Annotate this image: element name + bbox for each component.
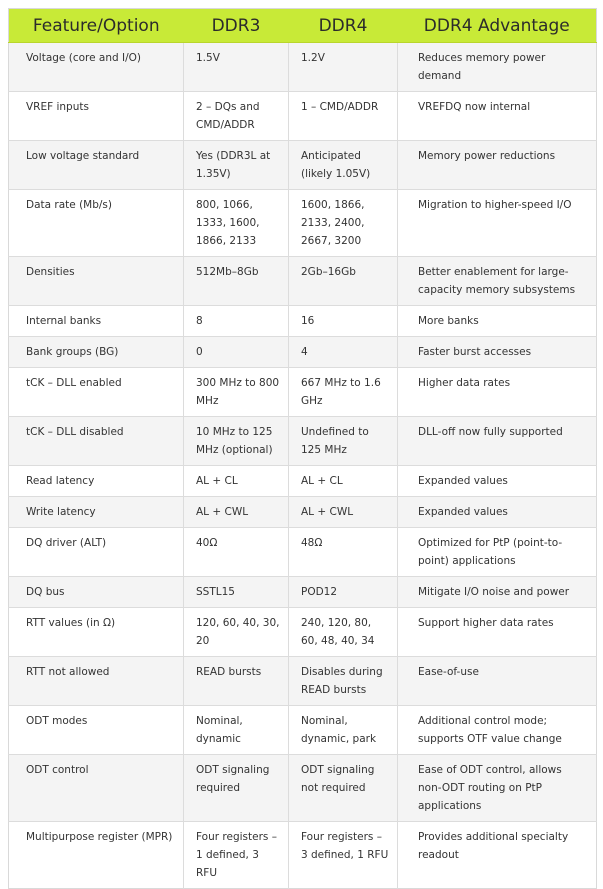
header-ddr4-advantage: DDR4 Advantage — [398, 9, 597, 43]
cell-ddr3: 1.5V — [184, 43, 289, 92]
cell-advantage: Reduces memory power demand — [398, 43, 597, 92]
header-ddr4: DDR4 — [289, 9, 398, 43]
cell-ddr4: 16 — [289, 306, 398, 337]
table-row — [9, 257, 597, 306]
cell-ddr4: 240, 120, 80, 60, 48, 40, 34 — [289, 608, 398, 657]
cell-feature: ODT modes — [9, 706, 184, 755]
cell-advantage: Expanded values — [398, 497, 597, 528]
cell-ddr3: 120, 60, 40, 30, 20 — [184, 608, 289, 657]
header-feature-option: Feature/Option — [9, 9, 184, 43]
cell-advantage: Migration to higher-speed I/O — [398, 190, 597, 257]
cell-ddr3: AL + CL — [184, 466, 289, 497]
cell-ddr3: 40Ω — [184, 528, 289, 577]
table-row — [9, 755, 597, 822]
cell-ddr4: Anticipated (likely 1.05V) — [289, 141, 398, 190]
cell-ddr4: 2Gb–16Gb — [289, 257, 398, 306]
cell-ddr4: Disables during READ bursts — [289, 657, 398, 706]
cell-ddr3: 300 MHz to 800 MHz — [184, 368, 289, 417]
cell-ddr4: 1.2V — [289, 43, 398, 92]
cell-advantage: Ease of ODT control, allows non-ODT routing on PtP applications — [398, 755, 597, 822]
cell-ddr4: Undefined to 125 MHz — [289, 417, 398, 466]
cell-feature: tCK – DLL disabled — [9, 417, 184, 466]
table-row — [9, 417, 597, 466]
cell-ddr3: READ bursts — [184, 657, 289, 706]
cell-feature: Write latency — [9, 497, 184, 528]
cell-ddr4: AL + CL — [289, 466, 398, 497]
cell-advantage: Mitigate I/O noise and power — [398, 577, 597, 608]
cell-ddr4: 1600, 1866, 2133, 2400, 2667, 3200 — [289, 190, 398, 257]
cell-ddr4: POD12 — [289, 577, 398, 608]
cell-feature: Bank groups (BG) — [9, 337, 184, 368]
cell-ddr3: 512Mb–8Gb — [184, 257, 289, 306]
cell-advantage: Faster burst accesses — [398, 337, 597, 368]
cell-ddr3: AL + CWL — [184, 497, 289, 528]
cell-feature: ODT control — [9, 755, 184, 822]
cell-ddr4: Nominal, dynamic, park — [289, 706, 398, 755]
cell-advantage: Memory power reductions — [398, 141, 597, 190]
cell-advantage: Optimized for PtP (point-to-point) applications — [398, 528, 597, 577]
cell-feature: VREF inputs — [9, 92, 184, 141]
cell-feature: DQ driver (ALT) — [9, 528, 184, 577]
cell-advantage: Ease-of-use — [398, 657, 597, 706]
cell-ddr3: 8 — [184, 306, 289, 337]
table-row — [9, 190, 597, 257]
cell-ddr3: SSTL15 — [184, 577, 289, 608]
cell-ddr4: 667 MHz to 1.6 GHz — [289, 368, 398, 417]
table-row — [9, 337, 597, 368]
table-row — [9, 141, 597, 190]
table-row — [9, 657, 597, 706]
cell-ddr3: Nominal, dynamic — [184, 706, 289, 755]
table-row — [9, 608, 597, 657]
cell-ddr4: 4 — [289, 337, 398, 368]
table-row — [9, 577, 597, 608]
cell-ddr4: Four registers – 3 defined, 1 RFU — [289, 822, 398, 889]
cell-advantage: Support higher data rates — [398, 608, 597, 657]
cell-advantage: VREFDQ now internal — [398, 92, 597, 141]
cell-ddr3: 0 — [184, 337, 289, 368]
cell-feature: Internal banks — [9, 306, 184, 337]
table-row — [9, 706, 597, 755]
cell-ddr3: ODT signaling required — [184, 755, 289, 822]
cell-feature: RTT values (in Ω) — [9, 608, 184, 657]
cell-advantage: Higher data rates — [398, 368, 597, 417]
cell-ddr4: 48Ω — [289, 528, 398, 577]
cell-feature: Low voltage standard — [9, 141, 184, 190]
table-row — [9, 528, 597, 577]
cell-advantage: Better enablement for large-capacity memory subsystems — [398, 257, 597, 306]
cell-ddr3: 800, 1066, 1333, 1600, 1866, 2133 — [184, 190, 289, 257]
table-row — [9, 368, 597, 417]
cell-ddr4: AL + CWL — [289, 497, 398, 528]
cell-feature: tCK – DLL enabled — [9, 368, 184, 417]
cell-advantage: More banks — [398, 306, 597, 337]
header-ddr3: DDR3 — [184, 9, 289, 43]
cell-ddr3: Yes (DDR3L at 1.35V) — [184, 141, 289, 190]
table-row — [9, 466, 597, 497]
cell-ddr3: 2 – DQs and CMD/ADDR — [184, 92, 289, 141]
cell-feature: Densities — [9, 257, 184, 306]
cell-feature: Multipurpose register (MPR) — [9, 822, 184, 889]
cell-advantage: DLL-off now fully supported — [398, 417, 597, 466]
ddr3-ddr4-comparison-table — [8, 8, 597, 889]
table-row — [9, 43, 597, 92]
cell-feature: Data rate (Mb/s) — [9, 190, 184, 257]
cell-ddr3: 10 MHz to 125 MHz (optional) — [184, 417, 289, 466]
cell-advantage: Additional control mode; supports OTF value change — [398, 706, 597, 755]
table-row — [9, 92, 597, 141]
table-row — [9, 822, 597, 889]
table-row — [9, 306, 597, 337]
table-body — [9, 43, 597, 889]
table-header-row — [9, 9, 597, 43]
cell-feature: Voltage (core and I/O) — [9, 43, 184, 92]
cell-ddr4: ODT signaling not required — [289, 755, 398, 822]
cell-ddr4: 1 – CMD/ADDR — [289, 92, 398, 141]
cell-ddr3: Four registers – 1 defined, 3 RFU — [184, 822, 289, 889]
cell-feature: Read latency — [9, 466, 184, 497]
cell-feature: RTT not allowed — [9, 657, 184, 706]
table-row — [9, 497, 597, 528]
cell-advantage: Expanded values — [398, 466, 597, 497]
cell-advantage: Provides additional specialty readout — [398, 822, 597, 889]
cell-feature: DQ bus — [9, 577, 184, 608]
